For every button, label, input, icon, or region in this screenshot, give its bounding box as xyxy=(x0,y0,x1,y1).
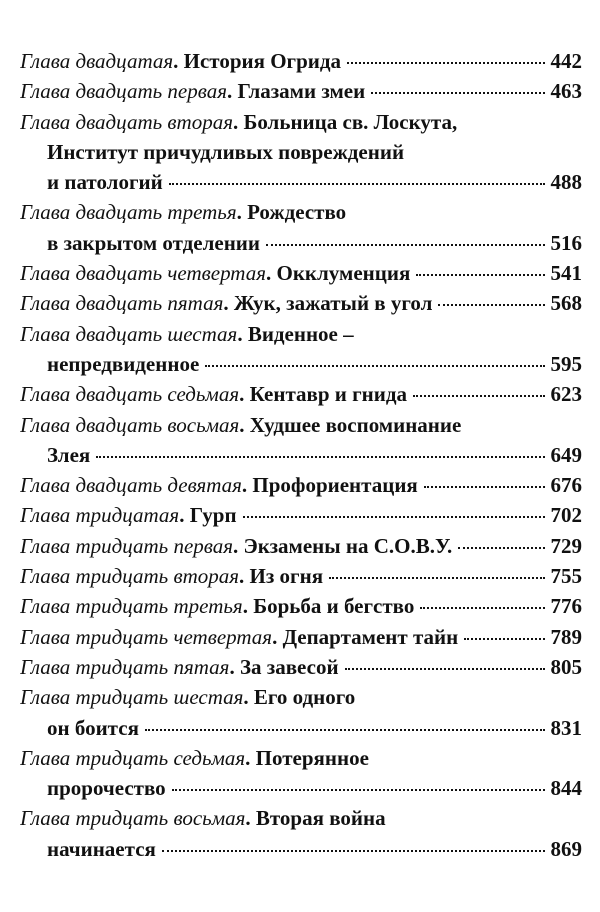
toc-line xyxy=(20,682,582,712)
dot-leader xyxy=(371,91,544,94)
page-number: 623 xyxy=(550,382,582,407)
toc-entry xyxy=(20,379,582,409)
chapter-title: Жук, зажатый в угол xyxy=(233,291,433,316)
chapter-number: Глава тридцатая xyxy=(20,503,180,528)
chapter-title: пророчество xyxy=(47,776,166,801)
chapter-title: Злея xyxy=(47,442,91,467)
dot-leader xyxy=(424,485,545,488)
chapter-separator: . xyxy=(243,685,254,710)
chapter-title: начинается xyxy=(47,836,156,861)
chapter-title: Виденное – xyxy=(247,321,354,346)
page-number: 869 xyxy=(550,836,582,861)
toc-line xyxy=(20,500,582,530)
toc-line xyxy=(20,622,582,652)
toc-entry xyxy=(20,531,582,561)
chapter-number: Глава тридцать первая xyxy=(20,533,234,558)
page-number: 649 xyxy=(550,442,582,467)
toc-line xyxy=(20,197,582,227)
dot-leader xyxy=(205,364,544,367)
toc-line xyxy=(20,319,582,349)
toc-line xyxy=(20,228,582,258)
chapter-separator: . xyxy=(179,503,190,528)
chapter-separator: . xyxy=(232,109,244,134)
chapter-separator: . xyxy=(245,806,256,831)
toc-line xyxy=(20,410,582,440)
chapter-number: Глава тридцать восьмая xyxy=(20,806,246,831)
toc-line xyxy=(20,531,582,561)
chapter-title: Глазами змеи xyxy=(237,79,366,104)
chapter-title: История Огрида xyxy=(183,49,341,73)
toc-line xyxy=(20,76,582,106)
chapter-title: Потерянное xyxy=(255,745,369,770)
dot-leader xyxy=(345,667,545,670)
chapter-separator: . xyxy=(239,564,250,589)
chapter-title: Его одного xyxy=(253,685,356,710)
chapter-separator: . xyxy=(272,624,283,649)
toc-line xyxy=(20,773,582,803)
chapter-title: Больница св. Лоскута, xyxy=(243,109,458,134)
chapter-number: Глава двадцатая xyxy=(20,49,174,73)
dot-leader xyxy=(416,273,544,276)
chapter-separator: . xyxy=(241,473,253,498)
toc-entry xyxy=(20,652,582,682)
toc-entry xyxy=(20,410,582,471)
page-number: 488 xyxy=(550,170,582,195)
page-number: 595 xyxy=(550,351,582,376)
dot-leader xyxy=(420,606,544,609)
chapter-title: Окклуменция xyxy=(276,261,411,286)
page-number: 541 xyxy=(550,261,582,286)
toc-line xyxy=(20,440,582,470)
chapter-title: Департамент тайн xyxy=(282,624,459,649)
toc-line xyxy=(20,288,582,318)
page-number: 702 xyxy=(550,503,582,528)
chapter-number: Глава тридцать третья xyxy=(20,594,243,619)
dot-leader xyxy=(169,182,545,185)
toc-entry xyxy=(20,258,582,288)
toc-line xyxy=(20,561,582,591)
page-number: 805 xyxy=(550,654,582,679)
dot-leader xyxy=(438,303,544,306)
chapter-separator: . xyxy=(236,200,248,225)
chapter-number: Глава тридцать четвертая xyxy=(20,624,273,649)
page-number: 831 xyxy=(550,715,582,740)
toc-line xyxy=(20,652,582,682)
toc-line xyxy=(20,107,582,137)
toc-line xyxy=(20,834,582,864)
toc-entry xyxy=(20,500,582,530)
chapter-title: Рождество xyxy=(247,200,347,225)
chapter-separator: . xyxy=(242,594,254,619)
toc-entry xyxy=(20,470,582,500)
dot-leader xyxy=(243,515,545,518)
chapter-title: Худшее воспоминание xyxy=(249,412,462,437)
dot-leader xyxy=(329,576,544,579)
chapter-separator: . xyxy=(239,412,250,437)
dot-leader xyxy=(347,61,545,64)
toc-entry xyxy=(20,803,582,864)
toc-entry xyxy=(20,319,582,380)
chapter-number: Глава двадцать восьмая xyxy=(20,412,240,437)
chapter-separator: . xyxy=(239,382,250,407)
toc-entry xyxy=(20,622,582,652)
chapter-title: и патологий xyxy=(47,170,163,195)
chapter-number: Глава двадцать четвертая xyxy=(20,261,266,286)
toc-line xyxy=(20,803,582,833)
toc-entry xyxy=(20,591,582,621)
dot-leader xyxy=(162,849,545,852)
dot-leader xyxy=(458,546,544,549)
chapter-title: Вторая война xyxy=(255,806,386,831)
chapter-number: Глава двадцать седьмая xyxy=(20,382,240,407)
chapter-title: Кентавр и гнида xyxy=(249,382,408,407)
toc-entry xyxy=(20,288,582,318)
chapter-title: Экзамены на С.О.В.У. xyxy=(243,533,453,558)
table-of-contents xyxy=(20,46,582,864)
chapter-separator: . xyxy=(229,654,240,679)
chapter-number: Глава двадцать девятая xyxy=(20,473,242,498)
toc-entry xyxy=(20,76,582,106)
chapter-number: Глава двадцать пятая xyxy=(20,291,224,316)
toc-entry xyxy=(20,46,582,76)
toc-line xyxy=(20,591,582,621)
page-number: 442 xyxy=(550,49,582,73)
page-number: 844 xyxy=(550,776,582,801)
page-number: 776 xyxy=(550,594,582,619)
dot-leader xyxy=(413,394,544,397)
toc-entry xyxy=(20,197,582,258)
dot-leader xyxy=(464,637,544,640)
chapter-separator: . xyxy=(173,49,184,73)
chapter-number: Глава тридцать пятая xyxy=(20,654,230,679)
chapter-title: он боится xyxy=(47,715,139,740)
chapter-title: Из огня xyxy=(249,564,324,589)
chapter-separator: . xyxy=(223,291,234,316)
dot-leader xyxy=(96,455,544,458)
page-number: 789 xyxy=(550,624,582,649)
chapter-title: Гурп xyxy=(189,503,237,528)
toc-entry xyxy=(20,682,582,743)
toc-line xyxy=(20,379,582,409)
chapter-separator: . xyxy=(226,79,238,104)
chapter-number: Глава тридцать шестая xyxy=(20,685,244,710)
chapter-separator: . xyxy=(265,261,277,286)
chapter-number: Глава двадцать вторая xyxy=(20,109,233,134)
chapter-separator: . xyxy=(233,533,244,558)
toc-entry xyxy=(20,743,582,804)
chapter-number: Глава двадцать шестая xyxy=(20,321,238,346)
page-number: 516 xyxy=(550,230,582,255)
toc-line xyxy=(20,743,582,773)
chapter-title: Институт причудливых повреждений xyxy=(47,139,405,164)
chapter-number: Глава двадцать третья xyxy=(20,200,237,225)
page-number: 463 xyxy=(550,79,582,104)
chapter-separator: . xyxy=(245,745,256,770)
toc-line xyxy=(20,349,582,379)
chapter-number: Глава тридцать вторая xyxy=(20,564,240,589)
chapter-title: Профориентация xyxy=(252,473,418,498)
toc-line xyxy=(20,713,582,743)
chapter-title: За завесой xyxy=(239,654,339,679)
chapter-title: непредвиденное xyxy=(47,351,200,376)
toc-line xyxy=(20,258,582,288)
toc-line xyxy=(20,46,582,76)
dot-leader xyxy=(172,788,545,791)
chapter-number: Глава двадцать первая xyxy=(20,79,227,104)
chapter-title: в закрытом отделении xyxy=(47,230,261,255)
page-number: 568 xyxy=(550,291,582,316)
dot-leader xyxy=(266,243,544,246)
toc-entry xyxy=(20,107,582,198)
page-number: 755 xyxy=(550,564,582,589)
page-number: 676 xyxy=(550,473,582,498)
chapter-number: Глава тридцать седьмая xyxy=(20,745,246,770)
toc-line xyxy=(20,167,582,197)
toc-entry xyxy=(20,561,582,591)
dot-leader xyxy=(145,728,545,731)
chapter-separator: . xyxy=(237,321,248,346)
toc-line xyxy=(20,470,582,500)
page-number: 729 xyxy=(550,533,582,558)
chapter-title: Борьба и бегство xyxy=(253,594,415,619)
toc-line xyxy=(20,137,582,167)
